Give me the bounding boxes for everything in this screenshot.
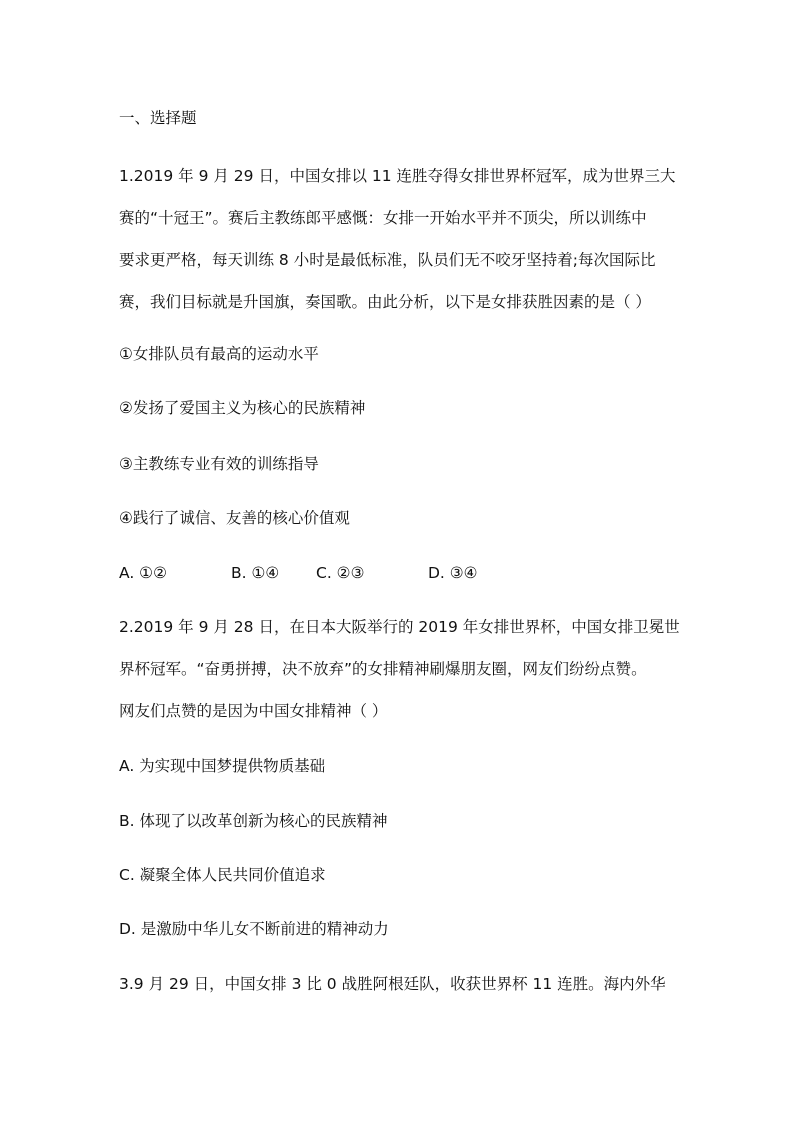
question-1-option-a: A. ①② bbox=[119, 564, 167, 582]
question-2-option-d: D. 是激励中华儿女不断前进的精神动力 bbox=[119, 920, 389, 938]
section-title: 一、选择题 bbox=[119, 109, 197, 127]
question-1-statement-1: ①女排队员有最高的运动水平 bbox=[119, 345, 319, 363]
question-3-line-1: 3.9 月 29 日，中国女排 3 比 0 战胜阿根廷队，收获世界杯 11 连胜。海内外华 bbox=[119, 975, 666, 993]
question-1-option-d: D. ③④ bbox=[428, 564, 478, 582]
question-1-line-4: 赛，我们目标就是升国旗，奏国歌。由此分析，以下是女排获胜因素的是（ ） bbox=[119, 293, 651, 311]
question-2-line-2: 界杯冠军。“奋勇拼搏，决不放弃”的女排精神刷爆朋友圈，网友们纷纷点赞。 bbox=[119, 660, 647, 678]
question-1-statement-3: ③主教练专业有效的训练指导 bbox=[119, 455, 319, 473]
question-2-option-c: C. 凝聚全体人民共同价值追求 bbox=[119, 866, 326, 884]
question-2-option-a: A. 为实现中国梦提供物质基础 bbox=[119, 757, 326, 775]
question-1-statement-4: ④践行了诚信、友善的核心价值观 bbox=[119, 509, 350, 527]
question-1-line-1: 1.2019 年 9 月 29 日，中国女排以 11 连胜夺得女排世界杯冠军，成为世界三大 bbox=[119, 167, 676, 185]
question-2-line-3: 网友们点赞的是因为中国女排精神（ ） bbox=[119, 702, 388, 720]
question-1-option-c: C. ②③ bbox=[316, 564, 365, 582]
question-1-option-b: B. ①④ bbox=[231, 564, 280, 582]
question-1-line-2: 赛的“十冠王”。赛后主教练郎平感慨：女排一开始水平并不顶尖，所以训练中 bbox=[119, 209, 647, 227]
question-1-statement-2: ②发扬了爱国主义为核心的民族精神 bbox=[119, 399, 366, 417]
question-2-line-1: 2.2019 年 9 月 28 日，在日本大阪举行的 2019 年女排世界杯，中国女排卫冕世 bbox=[119, 618, 680, 636]
question-2-option-b: B. 体现了以改革创新为核心的民族精神 bbox=[119, 812, 388, 830]
question-1-line-3: 要求更严格，每天训练 8 小时是最低标准，队员们无不咬牙坚持着;每次国际比 bbox=[119, 251, 656, 269]
